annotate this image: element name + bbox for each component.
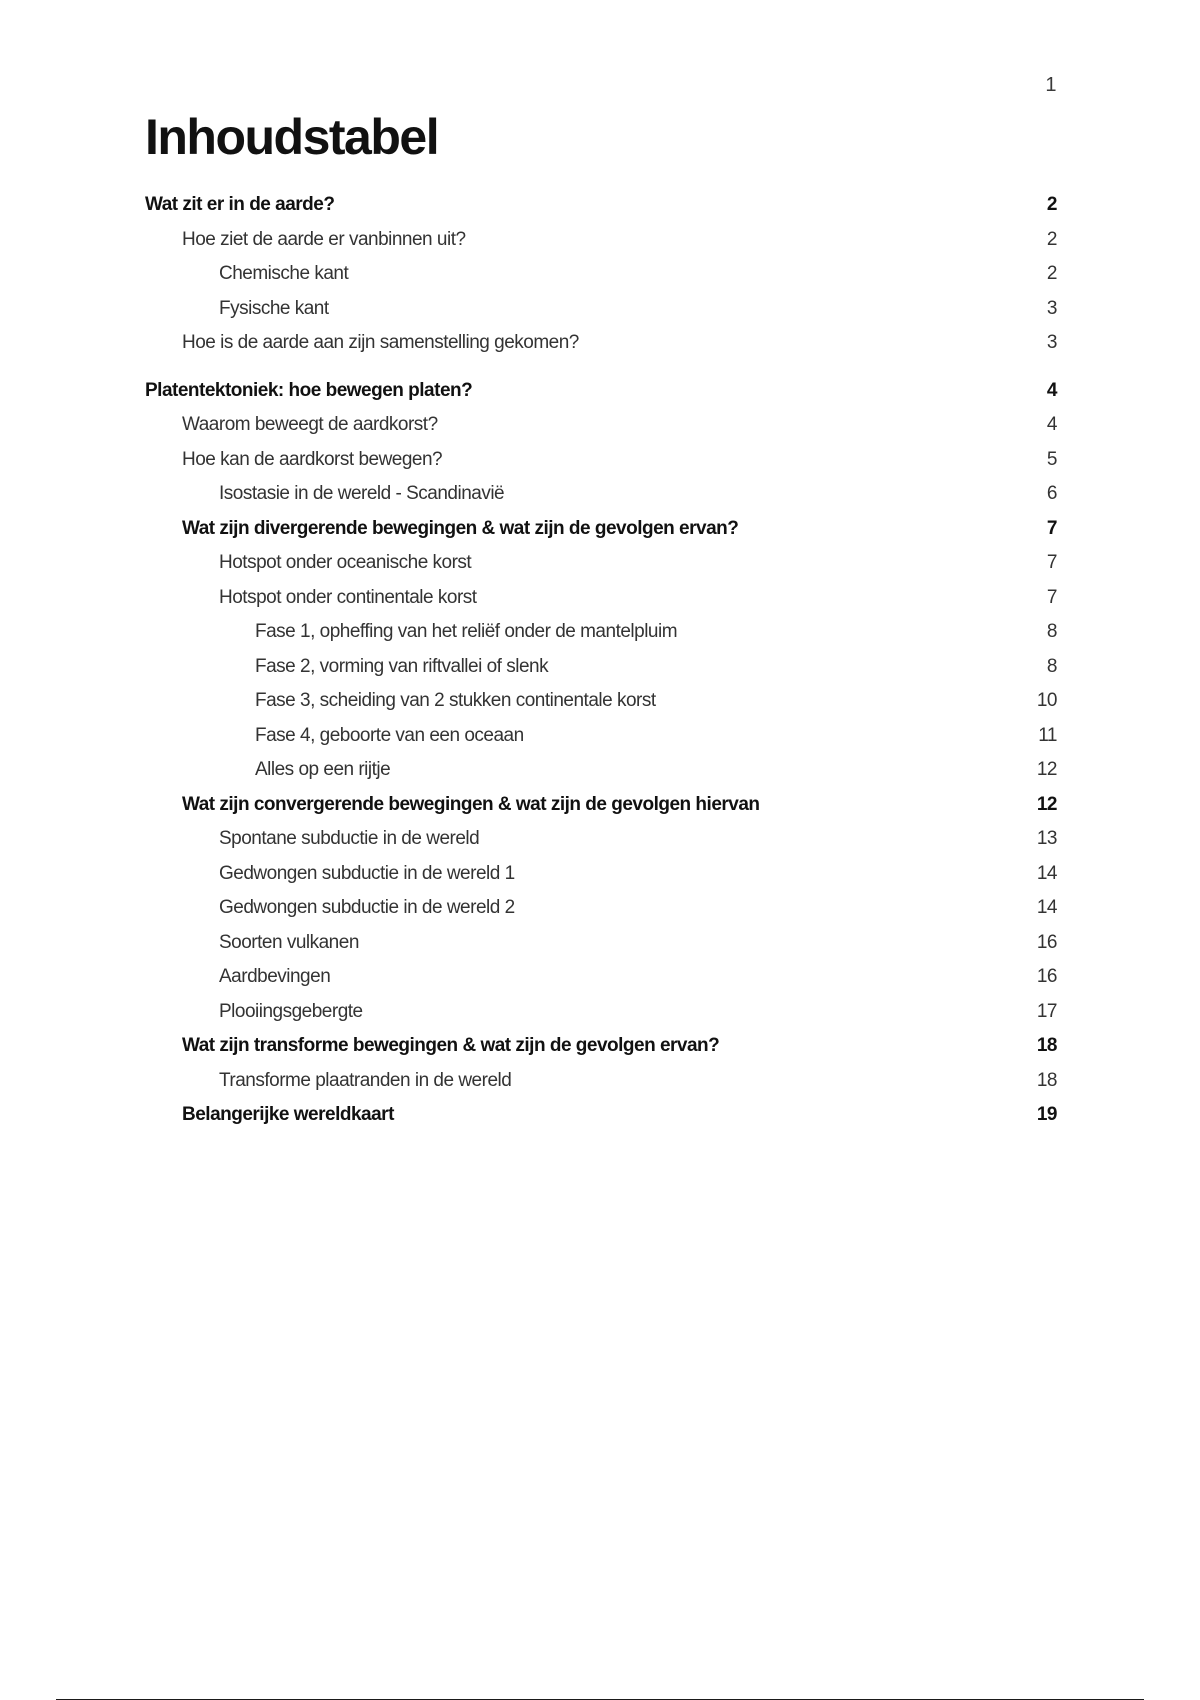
toc-entry[interactable] bbox=[145, 257, 1057, 292]
toc-entry-label: Wat zijn transforme bewegingen & wat zijn de gevolgen ervan? bbox=[182, 1035, 720, 1057]
toc-entry-page: 2 bbox=[1046, 194, 1057, 216]
toc-entry-page: 2 bbox=[1046, 228, 1057, 250]
toc-entry-label: Hoe ziet de aarde er vanbinnen uit? bbox=[182, 228, 466, 250]
table-of-contents bbox=[145, 188, 1057, 1133]
toc-entry-label: Wat zijn convergerende bewegingen & wat zijn de gevolgen hiervan bbox=[182, 793, 760, 815]
toc-entry[interactable] bbox=[145, 512, 1057, 547]
toc-entry[interactable] bbox=[145, 822, 1057, 857]
toc-entry-label: Fase 2, vorming van riftvallei of slenk bbox=[255, 655, 549, 677]
toc-entry-page: 14 bbox=[1036, 897, 1057, 919]
toc-entry-label: Alles op een rijtje bbox=[255, 759, 391, 781]
toc-entry[interactable] bbox=[145, 374, 1057, 409]
toc-entry-label: Fysische kant bbox=[219, 297, 329, 319]
page-title: Inhoudstabel bbox=[145, 109, 439, 165]
toc-entry-page: 2 bbox=[1046, 263, 1057, 285]
toc-entry-label: Aardbevingen bbox=[219, 966, 331, 988]
toc-entry-label: Fase 4, geboorte van een oceaan bbox=[255, 724, 524, 746]
toc-entry-page: 10 bbox=[1036, 690, 1057, 712]
toc-entry[interactable] bbox=[145, 581, 1057, 616]
toc-entry-page: 13 bbox=[1036, 828, 1057, 850]
toc-entry-label: Waarom beweegt de aardkorst? bbox=[182, 414, 438, 436]
toc-entry[interactable] bbox=[145, 408, 1057, 443]
toc-entry[interactable] bbox=[145, 326, 1057, 361]
toc-entry[interactable] bbox=[145, 1029, 1057, 1064]
toc-entry-page: 17 bbox=[1036, 1000, 1057, 1022]
toc-entry[interactable] bbox=[145, 788, 1057, 823]
toc-entry-page: 11 bbox=[1038, 724, 1057, 746]
toc-entry-page: 3 bbox=[1046, 332, 1057, 354]
toc-entry-label: Wat zit er in de aarde? bbox=[145, 194, 335, 216]
toc-entry-label: Fase 3, scheiding van 2 stukken continentale korst bbox=[255, 690, 656, 712]
toc-entry-page: 12 bbox=[1036, 793, 1057, 815]
toc-entry-label: Hoe is de aarde aan zijn samenstelling gekomen? bbox=[182, 332, 579, 354]
toc-entry-page: 14 bbox=[1036, 862, 1057, 884]
toc-entry[interactable] bbox=[145, 188, 1057, 223]
toc-entry-label: Gedwongen subductie in de wereld 1 bbox=[219, 862, 515, 884]
toc-entry[interactable] bbox=[145, 546, 1057, 581]
toc-entry-page: 7 bbox=[1046, 552, 1057, 574]
toc-entry-page: 4 bbox=[1046, 379, 1057, 401]
toc-entry[interactable] bbox=[145, 719, 1057, 754]
toc-entry[interactable] bbox=[145, 650, 1057, 685]
toc-entry[interactable] bbox=[145, 891, 1057, 926]
toc-entry-page: 18 bbox=[1036, 1035, 1057, 1057]
toc-entry-label: Isostasie in de wereld - Scandinavië bbox=[219, 483, 505, 505]
toc-entry-page: 18 bbox=[1036, 1069, 1057, 1091]
toc-entry[interactable] bbox=[145, 753, 1057, 788]
toc-entry[interactable] bbox=[145, 926, 1057, 961]
toc-entry[interactable] bbox=[145, 684, 1057, 719]
page-number: 1 bbox=[1045, 74, 1056, 96]
toc-entry-label: Fase 1, opheffing van het reliëf onder de mantelpluim bbox=[255, 621, 678, 643]
toc-entry[interactable] bbox=[145, 960, 1057, 995]
toc-entry-label: Gedwongen subductie in de wereld 2 bbox=[219, 897, 515, 919]
toc-entry[interactable] bbox=[145, 615, 1057, 650]
toc-entry[interactable] bbox=[145, 223, 1057, 258]
toc-entry-label: Transforme plaatranden in de wereld bbox=[219, 1069, 512, 1091]
toc-entry-label: Hotspot onder oceanische korst bbox=[219, 552, 472, 574]
toc-entry-page: 19 bbox=[1036, 1104, 1057, 1126]
toc-entry[interactable] bbox=[145, 857, 1057, 892]
toc-entry-page: 5 bbox=[1046, 448, 1057, 470]
toc-entry-label: Hotspot onder continentale korst bbox=[219, 586, 477, 608]
toc-entry[interactable] bbox=[145, 1064, 1057, 1099]
toc-entry-label: Soorten vulkanen bbox=[219, 931, 359, 953]
toc-entry-label: Chemische kant bbox=[219, 263, 349, 285]
toc-entry-label: Hoe kan de aardkorst bewegen? bbox=[182, 448, 443, 470]
toc-entry[interactable] bbox=[145, 477, 1057, 512]
toc-entry-page: 6 bbox=[1046, 483, 1057, 505]
toc-entry[interactable] bbox=[145, 1098, 1057, 1133]
toc-entry[interactable] bbox=[145, 292, 1057, 327]
toc-entry-label: Spontane subductie in de wereld bbox=[219, 828, 480, 850]
toc-entry-label: Platentektoniek: hoe bewegen platen? bbox=[145, 379, 473, 401]
toc-entry[interactable] bbox=[145, 443, 1057, 478]
toc-entry-page: 8 bbox=[1046, 621, 1057, 643]
toc-entry-label: Belangerijke wereldkaart bbox=[182, 1104, 394, 1126]
toc-entry-page: 12 bbox=[1036, 759, 1057, 781]
toc-entry-page: 7 bbox=[1046, 517, 1057, 539]
toc-entry-page: 4 bbox=[1046, 414, 1057, 436]
toc-entry[interactable] bbox=[145, 995, 1057, 1030]
toc-entry-label: Plooiingsgebergte bbox=[219, 1000, 363, 1022]
toc-entry-page: 16 bbox=[1036, 966, 1057, 988]
toc-entry-page: 3 bbox=[1046, 297, 1057, 319]
toc-entry-page: 8 bbox=[1046, 655, 1057, 677]
toc-entry-label: Wat zijn divergerende bewegingen & wat zijn de gevolgen ervan? bbox=[182, 517, 739, 539]
toc-entry-page: 16 bbox=[1036, 931, 1057, 953]
toc-entry-page: 7 bbox=[1046, 586, 1057, 608]
